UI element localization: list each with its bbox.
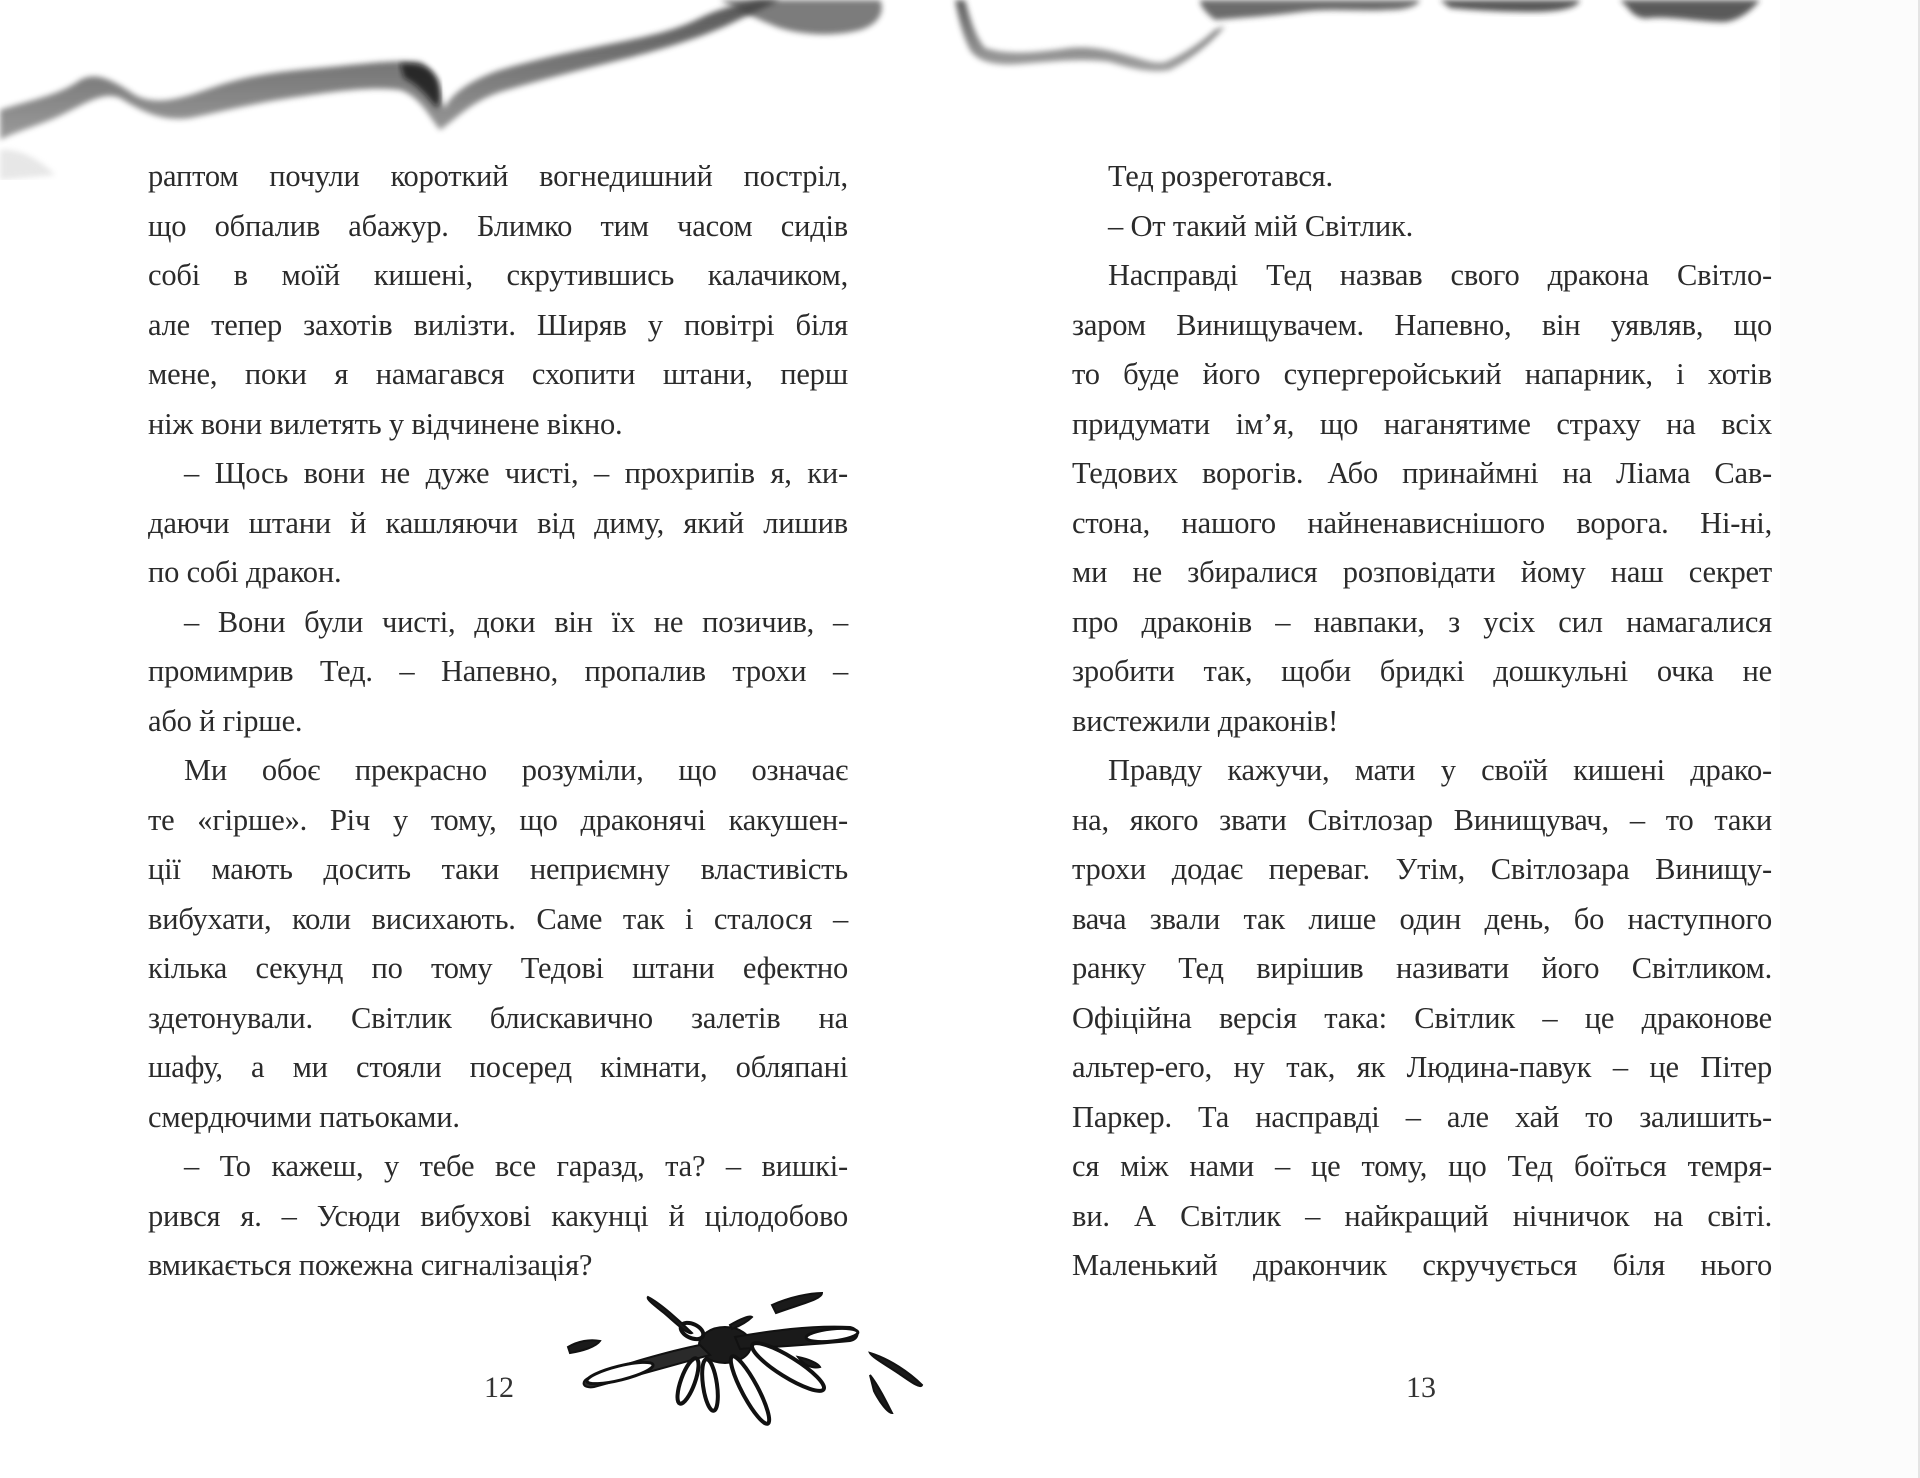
text-line: Паркер. Та насправді – але хай то залишить- xyxy=(1072,1099,1772,1134)
text-line: – Щось вони не дуже чисті, – прохрипів я, ки- xyxy=(184,456,848,490)
text-line: мене, поки я намагався схопити штани, перш xyxy=(148,357,848,391)
text-line: – Вони були чисті, доки він їх не позичив, – xyxy=(184,604,848,639)
text-line: заром Винищувачем. Напевно, він уявляв, що xyxy=(1072,307,1772,342)
text-line: шафу, а ми стояли посеред кімнати, обляпані xyxy=(148,1050,848,1084)
text-line: ся між нами – це тому, що Тед боїться темря- xyxy=(1072,1149,1772,1183)
text-line: ми не збиралися розповідати йому наш секрет xyxy=(1072,555,1772,589)
text-line: вача звали так лише один день, бо наступного xyxy=(1072,901,1772,936)
text-line: промимрив Тед. – Напевно, пропалив трохи – xyxy=(148,654,848,688)
text-line: на, якого звати Світлозар Винищувач, – то таки xyxy=(1072,802,1772,837)
text-line: Маленький дракончик скручується біля нього xyxy=(1072,1248,1772,1282)
page-margin-shade xyxy=(1780,0,1918,1478)
text-line: ніж вони вилетять у відчинене вікно. xyxy=(148,406,623,441)
text-line: собі в моїй кишені, скрутившись калачиком, xyxy=(148,258,848,292)
text-line: ранку Тед вирішив називати його Світликом. xyxy=(1072,951,1772,985)
text-line: даючи штани й кашляючи від диму, який лишив xyxy=(148,505,848,540)
text-line: раптом почули короткий вогнедишний постріл, xyxy=(148,159,848,193)
text-line: вибухати, коли висихають. Саме так і сталося – xyxy=(148,901,848,936)
text-line: то буде його супергеройський напарник, і хотів xyxy=(1072,357,1772,391)
text-line: рився я. – Усюди вибухові какунці й цілодобово xyxy=(148,1198,848,1233)
text-line: Насправді Тед назвав свого дракона Світло- xyxy=(1108,258,1772,292)
text-line: по собі дракон. xyxy=(148,555,342,589)
text-line: вмикається пожежна сигналізація? xyxy=(148,1248,593,1282)
text-line: Тедових ворогів. Або принаймні на Ліама Сав- xyxy=(1072,456,1772,490)
text-line: – От такий мій Світлик. xyxy=(1108,208,1414,243)
text-line: трохи додає переваг. Утім, Світлозара Винищу- xyxy=(1072,852,1772,886)
text-line: здетонували. Світлик блискавично залетів на xyxy=(148,1000,848,1035)
text-line: – То кажеш, у тебе все гаразд, та? – вишкі- xyxy=(184,1149,848,1183)
ink-splat-icon xyxy=(560,1285,1140,1435)
page-number-left: 12 xyxy=(484,1371,514,1404)
text-line: зробити так, щоби бридкі дошкульні очка не xyxy=(1072,654,1772,688)
text-line: альтер-его, ну так, як Людина-павук – це Пітер xyxy=(1072,1050,1772,1084)
text-line: про драконів – навпаки, з усіх сил намагалися xyxy=(1072,604,1772,639)
page-number-right: 13 xyxy=(1406,1371,1436,1404)
text-line: ви. А Світлик – найкращий нічничок на світі. xyxy=(1072,1198,1772,1233)
right-page-text xyxy=(1072,152,1772,1291)
text-line: ції мають досить таки неприємну властивість xyxy=(148,852,848,886)
text-line: або й гірше. xyxy=(148,703,303,738)
text-line: смердючими патьоками. xyxy=(148,1099,460,1134)
text-line: що обпалив абажур. Блимко тим часом сидів xyxy=(148,208,848,243)
text-line: вистежили драконів! xyxy=(1072,703,1339,738)
text-line: стона, нашого найненависнішого ворога. Ні-ні, xyxy=(1072,505,1772,540)
text-line: те «гірше». Річ у тому, що драконячі какушен- xyxy=(148,802,848,837)
text-line: кілька секунд по тому Тедові штани ефектно xyxy=(148,951,848,985)
text-line: Офіційна версія така: Світлик – це драконове xyxy=(1072,1000,1772,1035)
text-line: але тепер захотів вилізти. Ширяв у повітрі біля xyxy=(148,307,848,342)
text-line: Ми обоє прекрасно розуміли, що означає xyxy=(184,753,848,787)
text-line: Тед розреготався. xyxy=(1108,159,1333,193)
left-page-text xyxy=(148,152,848,1291)
text-line: придумати ім’я, що наганятиме страху на всіх xyxy=(1072,406,1772,441)
text-line: Правду кажучи, мати у своїй кишені драко- xyxy=(1108,753,1772,787)
